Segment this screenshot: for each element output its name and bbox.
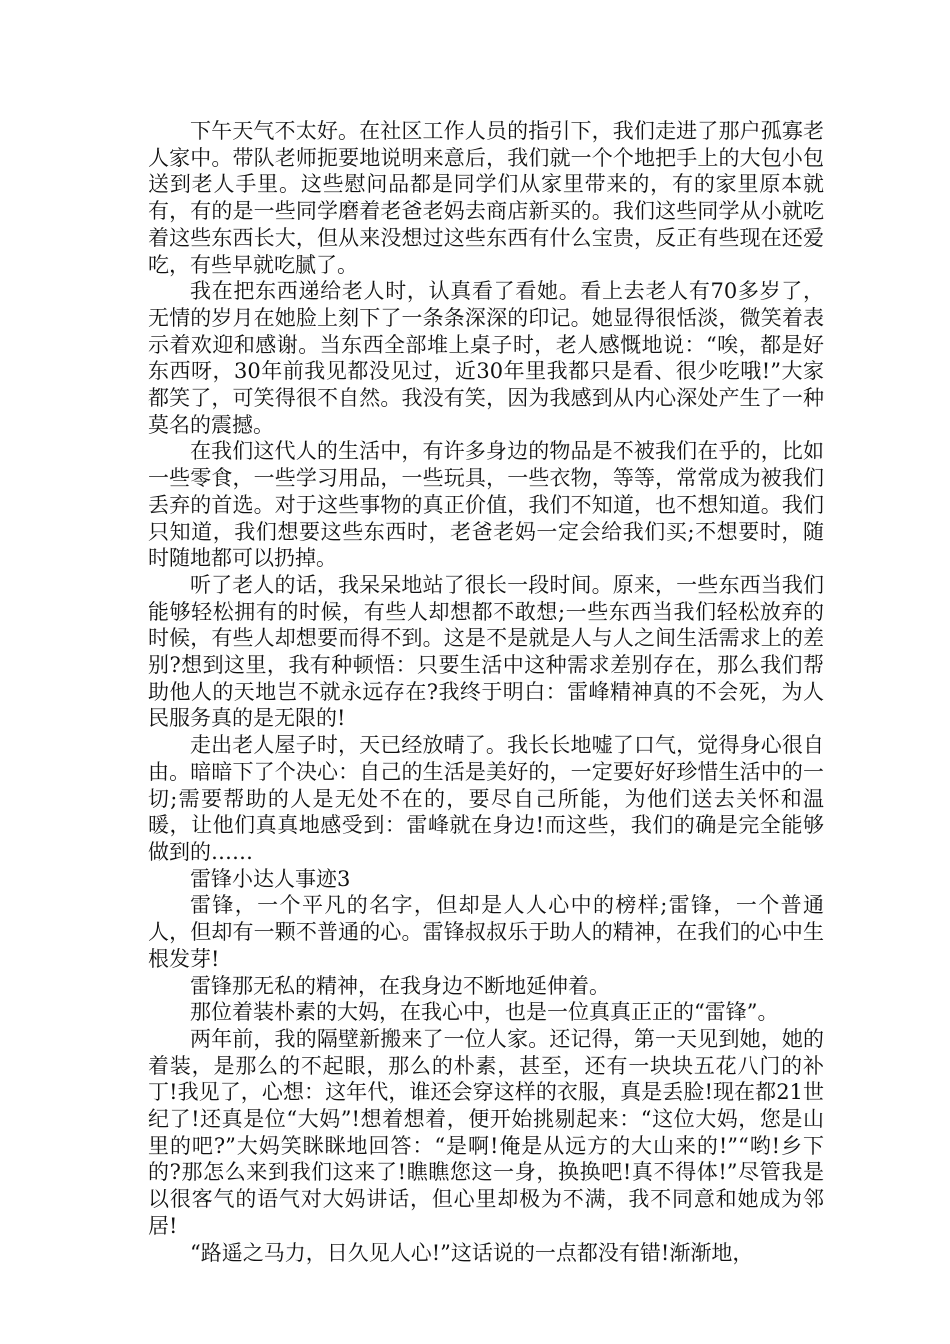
- paragraph-visit-elderly: 下午天气不太好。在社区工作人员的指引下，我们走进了那户孤寡老人家中。带队老师扼要地说明来意后，我们就一个个地把手上的大包小包送到老人手里。这些慰问品都是同学们从家里带来的，有的家里原本就有，有的是一些同学磨着老爸老妈去商店新买的。我们这些同学从小就吃着这些东西长大，但从来没想过这些东西有什么宝贵，反正有些现在还爱吃，有些早就吃腻了。: [148, 119, 824, 277]
- paragraph-lei-feng-intro: 雷锋，一个平凡的名字，但却是人人心中的榜样;雷锋，一个普通人，但却有一颗不普通的心。雷锋叔叔乐于助人的精神，在我们的心中生根发芽!: [148, 893, 824, 971]
- document-body: [148, 118, 824, 1266]
- section-heading: 雷锋小达人事迹3: [190, 866, 351, 891]
- paragraph-leaving: 走出老人屋子时，天已经放晴了。我长长地嘘了口气，觉得身心很自由。暗暗下了个决心：自己的生活是美好的，一定要好好珍惜生活中的一切;需要帮助的人是无处不在的，要尽自己所能，为他们送去关怀和温暖，让他们真真地感受到：雷峰就在身边!而这些，我们的确是完全能够做到的……: [148, 733, 824, 864]
- paragraph-two-years-ago: 两年前，我的隔壁新搬来了一位人家。还记得，第一天见到她，她的着装，是那么的不起眼，那么的朴素，甚至，还有一块块五花八门的补丁!我见了，心想：这年代，谁还会穿这样的衣服，真是丢脸!现在都21世纪了!还真是位“大妈”!想着想着，便开始挑剔起来：“这位大妈，您是山里的吧?”大妈笑眯眯地回答：“是啊!俺是从远方的大山来的!”“哟!乡下的?那怎么来到我们这来了!瞧瞧您这一身，换换吧!真不得体!”尽管我是以很客气的语气对大妈讲话，但心里却极为不满，我不同意和她成为邻居!: [148, 1026, 824, 1238]
- paragraph-realization: 听了老人的话，我呆呆地站了很长一段时间。原来，一些东西当我们能够轻松拥有的时候，有些人却想都不敢想;一些东西当我们轻松放弃的时候，有些人却想要而得不到。这是不是就是人与人之间生活需求上的差别?想到这里，我有种顿悟：只要生活中这种需求差别存在，那么我们帮助他人的天地岂不就永远存在?我终于明白：雷峰精神真的不会死，为人民服务真的是无限的!: [148, 572, 824, 731]
- paragraph-elderly-woman: 我在把东西递给老人时，认真看了看她。看上去老人有70多岁了，无情的岁月在她脸上刻下了一条条深深的印记。她显得很恬淡，微笑着表示着欢迎和感谢。当东西全部堆上桌子时，老人感慨地说：“唉，都是好东西呀，30年前我见都没见过，近30年里我都只是看、很少吃哦!”大家都笑了，可笑得很不自然。我没有笑，因为我感到从内心深处产生了一种莫名的震撼。: [148, 279, 824, 437]
- paragraph-our-generation: 在我们这代人的生活中，有许多身边的物品是不被我们在乎的，比如一些零食，一些学习用品，一些玩具，一些衣物，等等，常常成为被我们丢弃的首选。对于这些事物的真正价值，我们不知道，也不想知道。我们只知道，我们想要这些东西时，老爸老妈一定会给我们买;不想要时，随时随地都可以扔掉。: [148, 439, 824, 571]
- paragraph-aunt: 那位着装朴素的大妈，在我心中，也是一位真真正正的“雷锋”。: [190, 1000, 779, 1025]
- paragraph-proverb: “路遥之马力，日久见人心!”这话说的一点都没有错!渐渐地，: [190, 1240, 754, 1265]
- paragraph-spirit: 雷锋那无私的精神，在我身边不断地延伸着。: [190, 973, 610, 998]
